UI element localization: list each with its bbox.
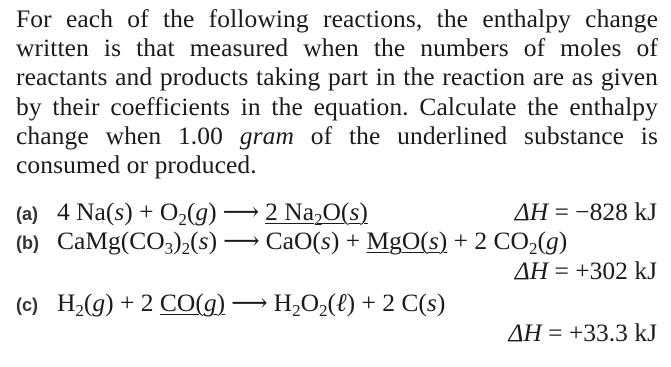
reaction-c-equation: (c) $H_2(g) + 2$ CO(g) ⟶ $H_2O_2(\ell) + 2$ C(s) [16, 288, 446, 320]
reaction-a-enthalpy: ΔH = −828 kJ [514, 197, 657, 226]
reaction-c-label: (c) [16, 295, 38, 315]
problem-intro [16, 4, 658, 179]
reaction-a-equation: (a) 4 $Na(s) + O_2(g)$ ⟶ 2 $Na_2O(s)$ [16, 197, 368, 229]
reaction-arrow: ⟶ [223, 226, 260, 255]
intro-text-2: of the underlined substance is consumed or produced. [16, 120, 658, 180]
delta-h-symbol: ΔH [514, 197, 549, 226]
reaction-b-enthalpy: ΔH = +302 kJ [514, 256, 657, 285]
reaction-arrow: ⟶ [222, 197, 260, 226]
delta-h-symbol: ΔH [514, 256, 549, 285]
intro-text-1: For each of the following reactions, the enthalpy change written is that measured when the numbers of moles of reactants and products taking part in the reaction are as given by their coefficients in the equation. Calculate the enthalpy change when 1.00 [16, 4, 658, 150]
reaction-b-label: (b) [16, 233, 39, 253]
delta-h-symbol: ΔH [508, 318, 542, 347]
reaction-a-dh-value: −828 [575, 197, 628, 226]
reaction-a-label: (a) [16, 204, 38, 224]
intro-emphasis: gram [239, 120, 294, 150]
reaction-b-dh-value: +302 [575, 256, 628, 285]
reaction-b-equation: (b) $CaMg(CO_3)_2(s)$ ⟶ CaO(s) + MgO(s) + 2 $CO_2(g)$ [16, 226, 568, 258]
reaction-c-enthalpy: ΔH = +33.3 kJ [508, 318, 657, 347]
reaction-arrow: ⟶ [231, 288, 268, 317]
reaction-c-dh-value: +33.3 [568, 318, 628, 347]
